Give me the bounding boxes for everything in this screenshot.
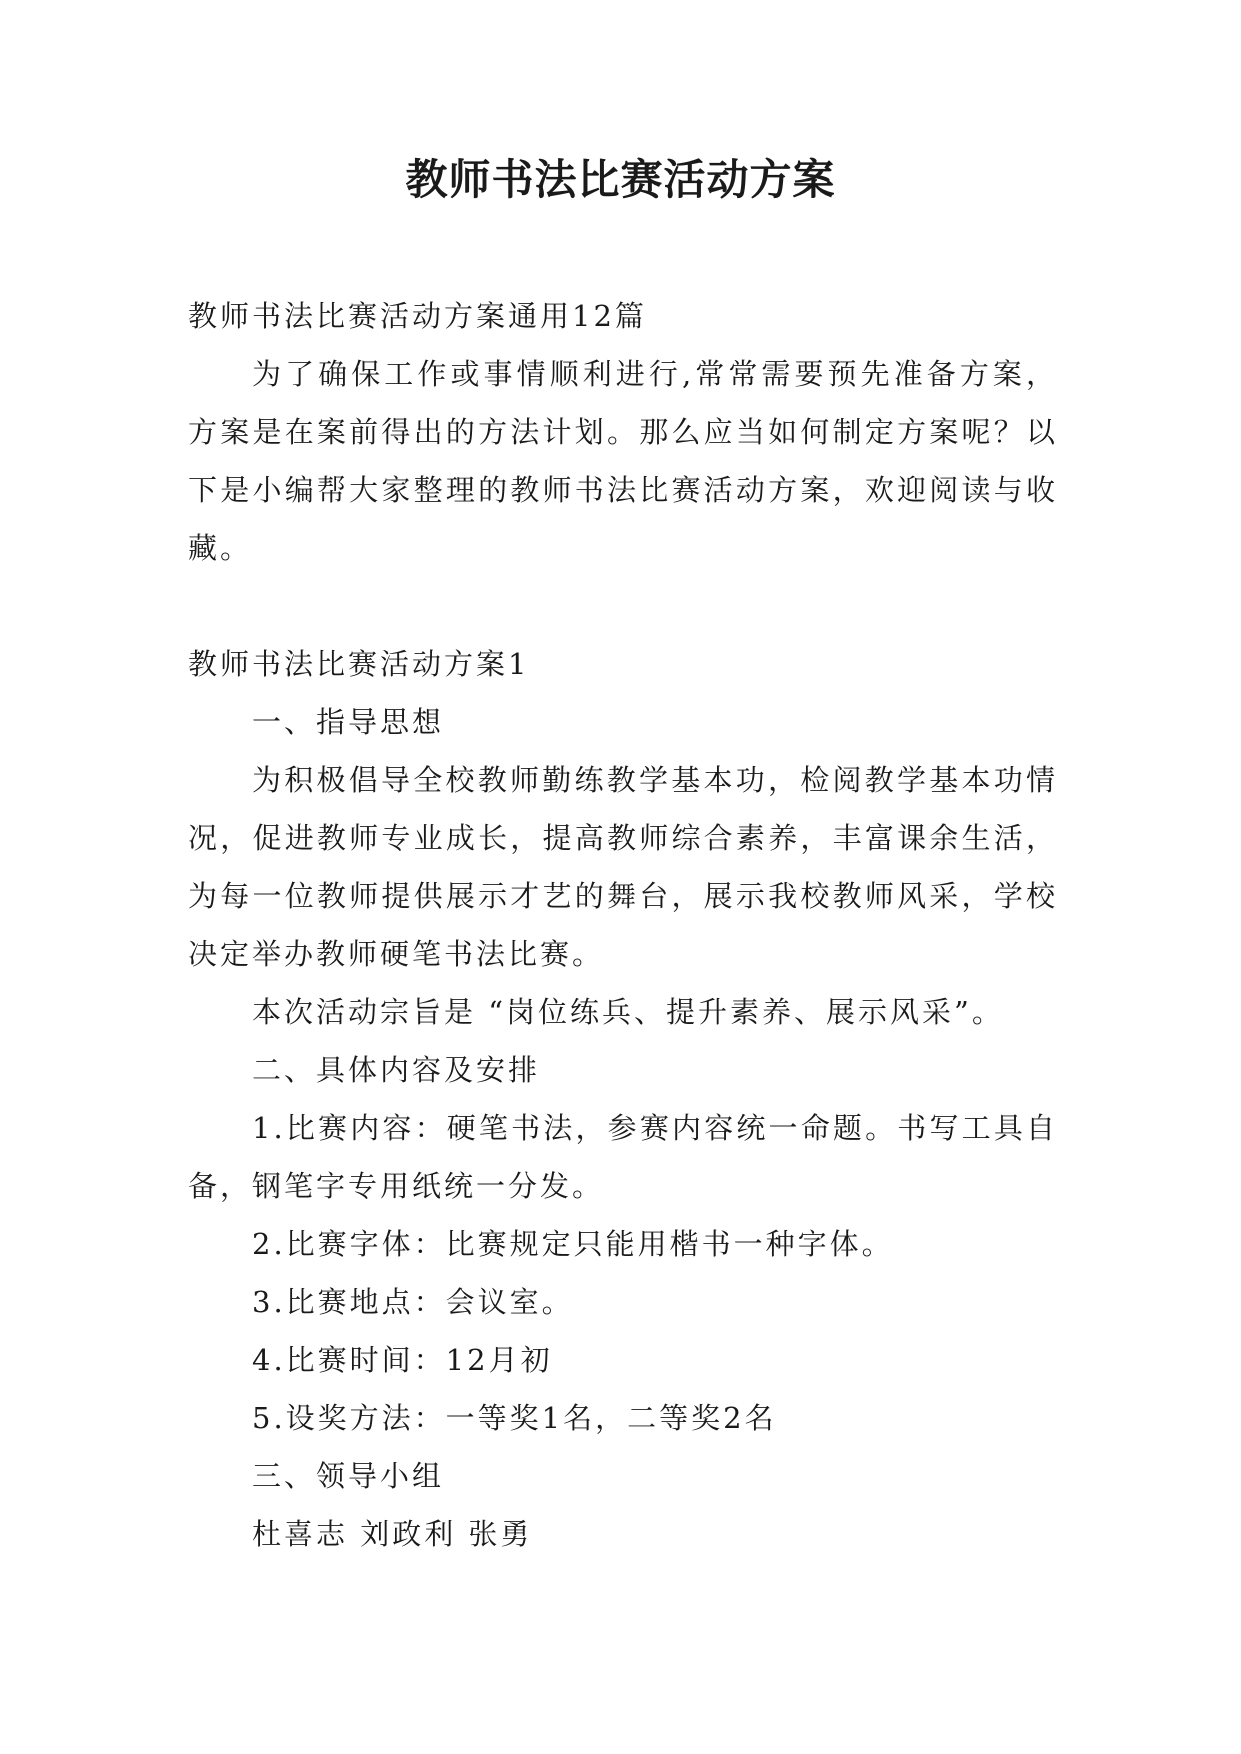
document-body	[188, 287, 1058, 1563]
list-item-content: 1.比赛内容：硬笔书法，参赛内容统一命题。书写工具自备，钢笔字专用纸统一分发。	[188, 1111, 1058, 1203]
list-item-awards: 5.设奖方法：一等奖1名，二等奖2名	[252, 1401, 777, 1435]
list-item-font: 2.比赛字体：比赛规定只能用楷书一种字体。	[252, 1227, 894, 1261]
part3-heading: 三、领导小组	[252, 1459, 445, 1493]
list-item-location: 3.比赛地点：会议室。	[252, 1285, 574, 1319]
part1-heading: 一、指导思想	[252, 705, 445, 739]
part1-body: 为积极倡导全校教师勤练教学基本功，检阅教学基本功情况，促进教师专业成长，提高教师综合素养，丰富课余生活，为每一位教师提供展示才艺的舞台，展示我校教师风采，学校决定举办教师硬笔书法比赛。	[188, 763, 1058, 971]
document-subtitle: 教师书法比赛活动方案通用12篇	[188, 299, 647, 333]
list-item-time: 4.比赛时间：12月初	[252, 1343, 553, 1377]
paragraph-spacer	[188, 577, 1058, 635]
section-heading: 教师书法比赛活动方案1	[188, 647, 530, 681]
document-title: 教师书法比赛活动方案	[405, 155, 836, 204]
leadership-members: 杜喜志 刘政利 张勇	[252, 1517, 533, 1551]
theme-paragraph: 本次活动宗旨是 “岗位练兵、提升素养、展示风采”。	[252, 995, 1004, 1029]
part2-heading: 二、具体内容及安排	[252, 1053, 541, 1087]
intro-paragraph: 为了确保工作或事情顺利进行,常常需要预先准备方案，方案是在案前得出的方法计划。那么应当如何制定方案呢？以下是小编帮大家整理的教师书法比赛活动方案，欢迎阅读与收藏。	[188, 357, 1058, 565]
